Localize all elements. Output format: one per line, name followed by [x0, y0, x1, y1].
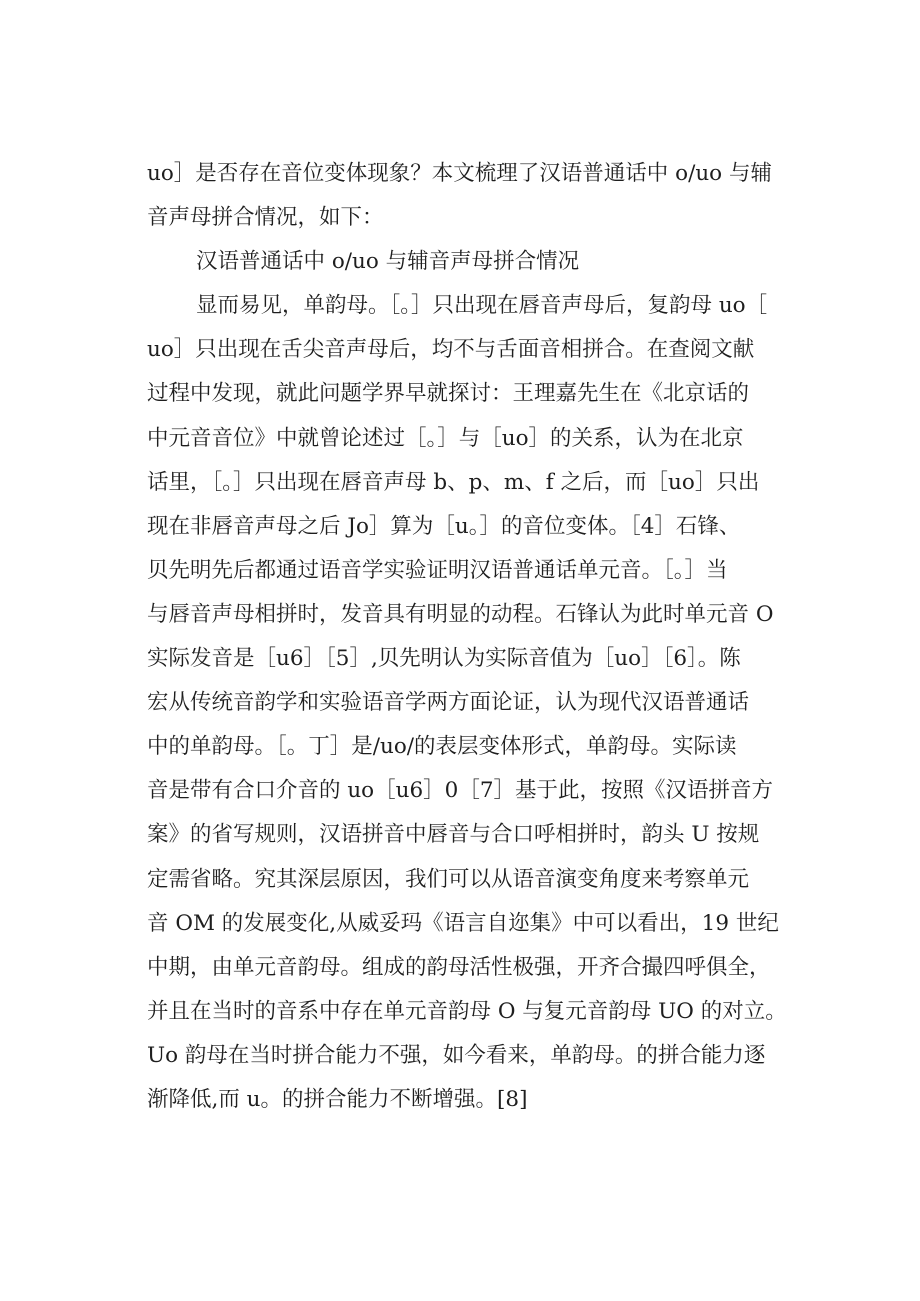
text-line: uo］只出现在舌尖音声母后，均不与舌面音相拼合。在查阅文献 [147, 337, 755, 363]
indented-text-line: 汉语普通话中 o/uo 与辅音声母拼合情况 [196, 249, 580, 275]
text-line: 中期，由单元音韵母。组成的韵母活性极强，开齐合撮四呼俱全， [147, 954, 771, 980]
text-line: 实际发音是［u6］［5］,贝先明认为实际音值为［uo］［6］。陈 [147, 646, 741, 672]
text-line: uo］是否存在音位变体现象？本文梳理了汉语普通话中 o/uo 与辅 [147, 161, 772, 186]
text-line: 过程中发现，就此问题学界早就探讨：王理嘉先生在《北京话的 [147, 381, 750, 407]
text-line: 与唇音声母相拼时，发音具有明显的动程。石锋认为此时单元音 O [147, 601, 774, 627]
text-line: 渐降低,而 u。的拼合能力不断增强。[8] [147, 1086, 528, 1112]
text-line: Uo 韵母在当时拼合能力不强，如今看来，单韵母。的拼合能力逐 [147, 1042, 766, 1068]
text-line: 贝先明先后都通过语音学实验证明汉语普通话单元音。［。］当 [147, 557, 728, 583]
text-line: 话里，［。］只出现在唇音声母 b、p、m、f 之后，而［uo］只出 [147, 469, 760, 495]
text-line: 中元音音位》中就曾论述过［。］与［uo］的关系，认为在北京 [147, 425, 744, 451]
text-line: 并且在当时的音系中存在单元音韵母 O 与复元音韵母 UO 的对立。 [147, 998, 787, 1024]
text-line: 音是带有合口介音的 uo［u6］0［7］基于此，按照《汉语拼音方 [147, 778, 774, 804]
text-line: 定需省略。究其深层原因，我们可以从语音演变角度来考察单元 [147, 866, 750, 892]
body-text [147, 152, 807, 1122]
indented-text-line: 显而易见，单韵母。［。］只出现在唇音声母后，复韵母 uo［ [196, 293, 768, 319]
text-line: 音声母拼合情况，如下： [147, 205, 384, 231]
text-line: 案》的省写规则，汉语拼音中唇音与合口呼相拼时，韵头 U 按规 [147, 822, 760, 848]
text-line: 音 OM 的发展变化,从威妥玛《语言自迩集》中可以看出，19 世纪 [147, 910, 779, 936]
text-line: 中的单韵母。［。丁］是/uo/的表层变体形式，单韵母。实际读 [147, 734, 737, 760]
text-line: 现在非唇音声母之后 Jo］算为［u。］的音位变体。［4］石锋、 [147, 513, 741, 539]
text-line: 宏从传统音韵学和实验语音学两方面论证，认为现代汉语普通话 [147, 690, 750, 716]
